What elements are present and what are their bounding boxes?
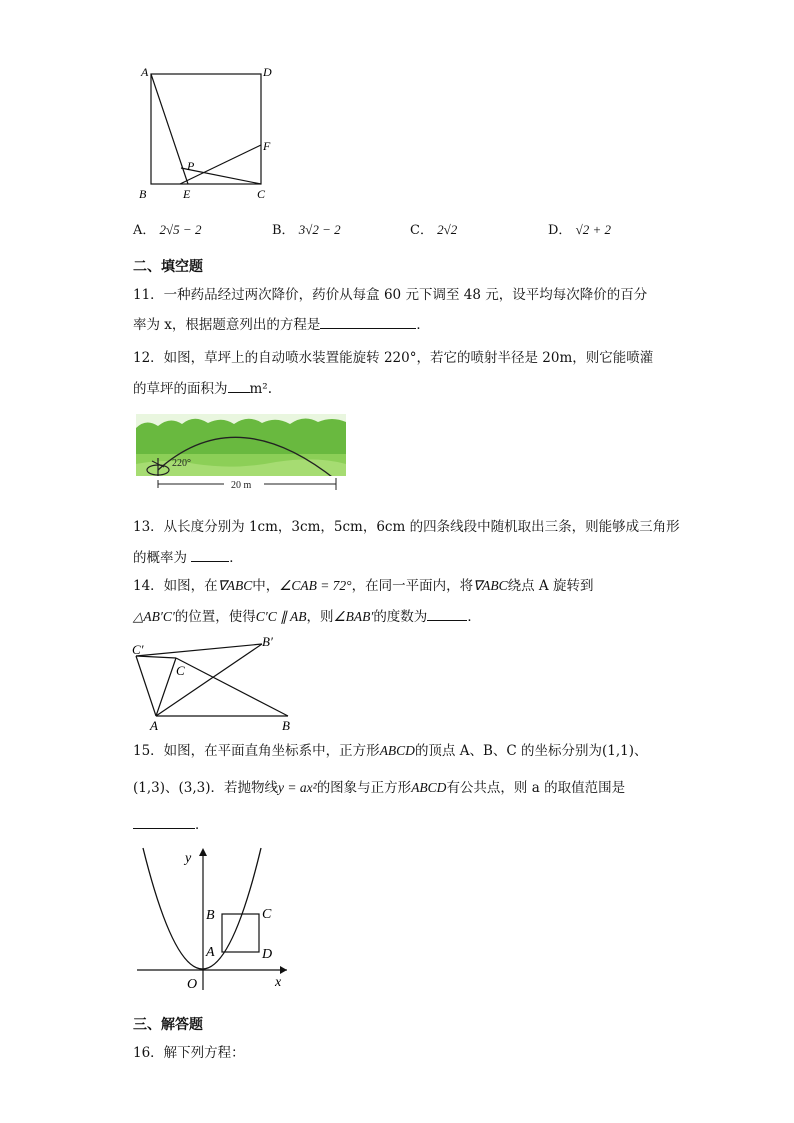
q11-line2: 率为 x，根据题意列出的方程是 ． xyxy=(133,314,430,335)
label-B: B xyxy=(139,187,147,201)
radius-label: 20 m xyxy=(231,480,252,491)
label-C: C xyxy=(262,907,272,922)
angle-label: 220° xyxy=(172,458,191,469)
label-F: F xyxy=(263,139,271,153)
q12-line1: 12．如图，草坪上的自动喷水装置能旋转 220°，若它的喷射半径是 20m，则它能喷灌 xyxy=(133,350,654,366)
label-A: A xyxy=(141,65,149,79)
section-heading-fill-blank: 二、填空题 xyxy=(133,259,203,275)
label-x-axis: x xyxy=(275,975,282,990)
q10-square-figure xyxy=(135,62,285,207)
q12-answer-blank[interactable] xyxy=(228,378,250,393)
q15-line2: (1,3)、(3,3)．若抛物线y = ax²的图象与正方形ABCD有公共点，则 a 的取值范围是 xyxy=(133,780,626,796)
q14-triangle-figure xyxy=(130,636,300,734)
q15-answer-blank[interactable] xyxy=(133,814,195,829)
section-heading-solutions: 三、解答题 xyxy=(133,1017,203,1033)
q10-option-b[interactable]: B． 3√2 − 2 xyxy=(272,222,341,238)
label-C: C xyxy=(176,663,185,678)
q10-option-c[interactable]: C． 2√2 xyxy=(410,222,458,238)
label-D: D xyxy=(262,947,273,962)
q11-answer-blank[interactable] xyxy=(320,314,416,329)
label-A: A xyxy=(150,718,158,733)
q15-line3: ． xyxy=(133,814,209,835)
label-B: B xyxy=(206,908,215,923)
label-origin: O xyxy=(187,977,198,992)
q12-sprinkler-figure xyxy=(136,414,346,494)
label-B: B xyxy=(282,718,290,733)
label-A: A xyxy=(206,945,215,960)
q13-answer-blank[interactable] xyxy=(191,547,229,562)
label-P: P xyxy=(187,159,195,173)
label-y-axis: y xyxy=(185,851,192,866)
q13-line2: 的概率为 ． xyxy=(133,547,243,568)
q16-line1: 16．解下列方程： xyxy=(133,1045,245,1061)
label-C: C xyxy=(257,187,266,201)
label-E: E xyxy=(183,187,191,201)
q14-line1: 14．如图，在∇ABC中，∠CAB = 72°，在同一平面内，将∇ABC绕点 A 旋转到 xyxy=(133,578,594,594)
q15-parabola-figure xyxy=(133,844,293,994)
q14-answer-blank[interactable] xyxy=(427,606,467,621)
label-C-prime: C′ xyxy=(132,642,144,657)
q12-line2: 的草坪的面积为 m². xyxy=(133,378,272,399)
q10-option-a[interactable]: A． 2√5 − 2 xyxy=(133,222,202,238)
label-D: D xyxy=(263,65,272,79)
q13-line1: 13．从长度分别为 1cm，3cm，5cm，6cm 的四条线段中随机取出三条，则能够成三角形 xyxy=(133,519,680,535)
q11-line1: 11．一种药品经过两次降价，药价从每盒 60 元下调至 48 元，设平均每次降价的百分 xyxy=(133,287,648,303)
q14-line2: △AB′C′的位置，使得C′C ∥ AB，则∠BAB′的度数为 ． xyxy=(133,606,481,627)
q15-line1: 15．如图，在平面直角坐标系中，正方形ABCD的顶点 A、B、C 的坐标分别为(1,1)、 xyxy=(133,743,648,759)
q10-option-d[interactable]: D． √2 + 2 xyxy=(548,222,611,238)
label-B-prime: B′ xyxy=(262,636,273,649)
